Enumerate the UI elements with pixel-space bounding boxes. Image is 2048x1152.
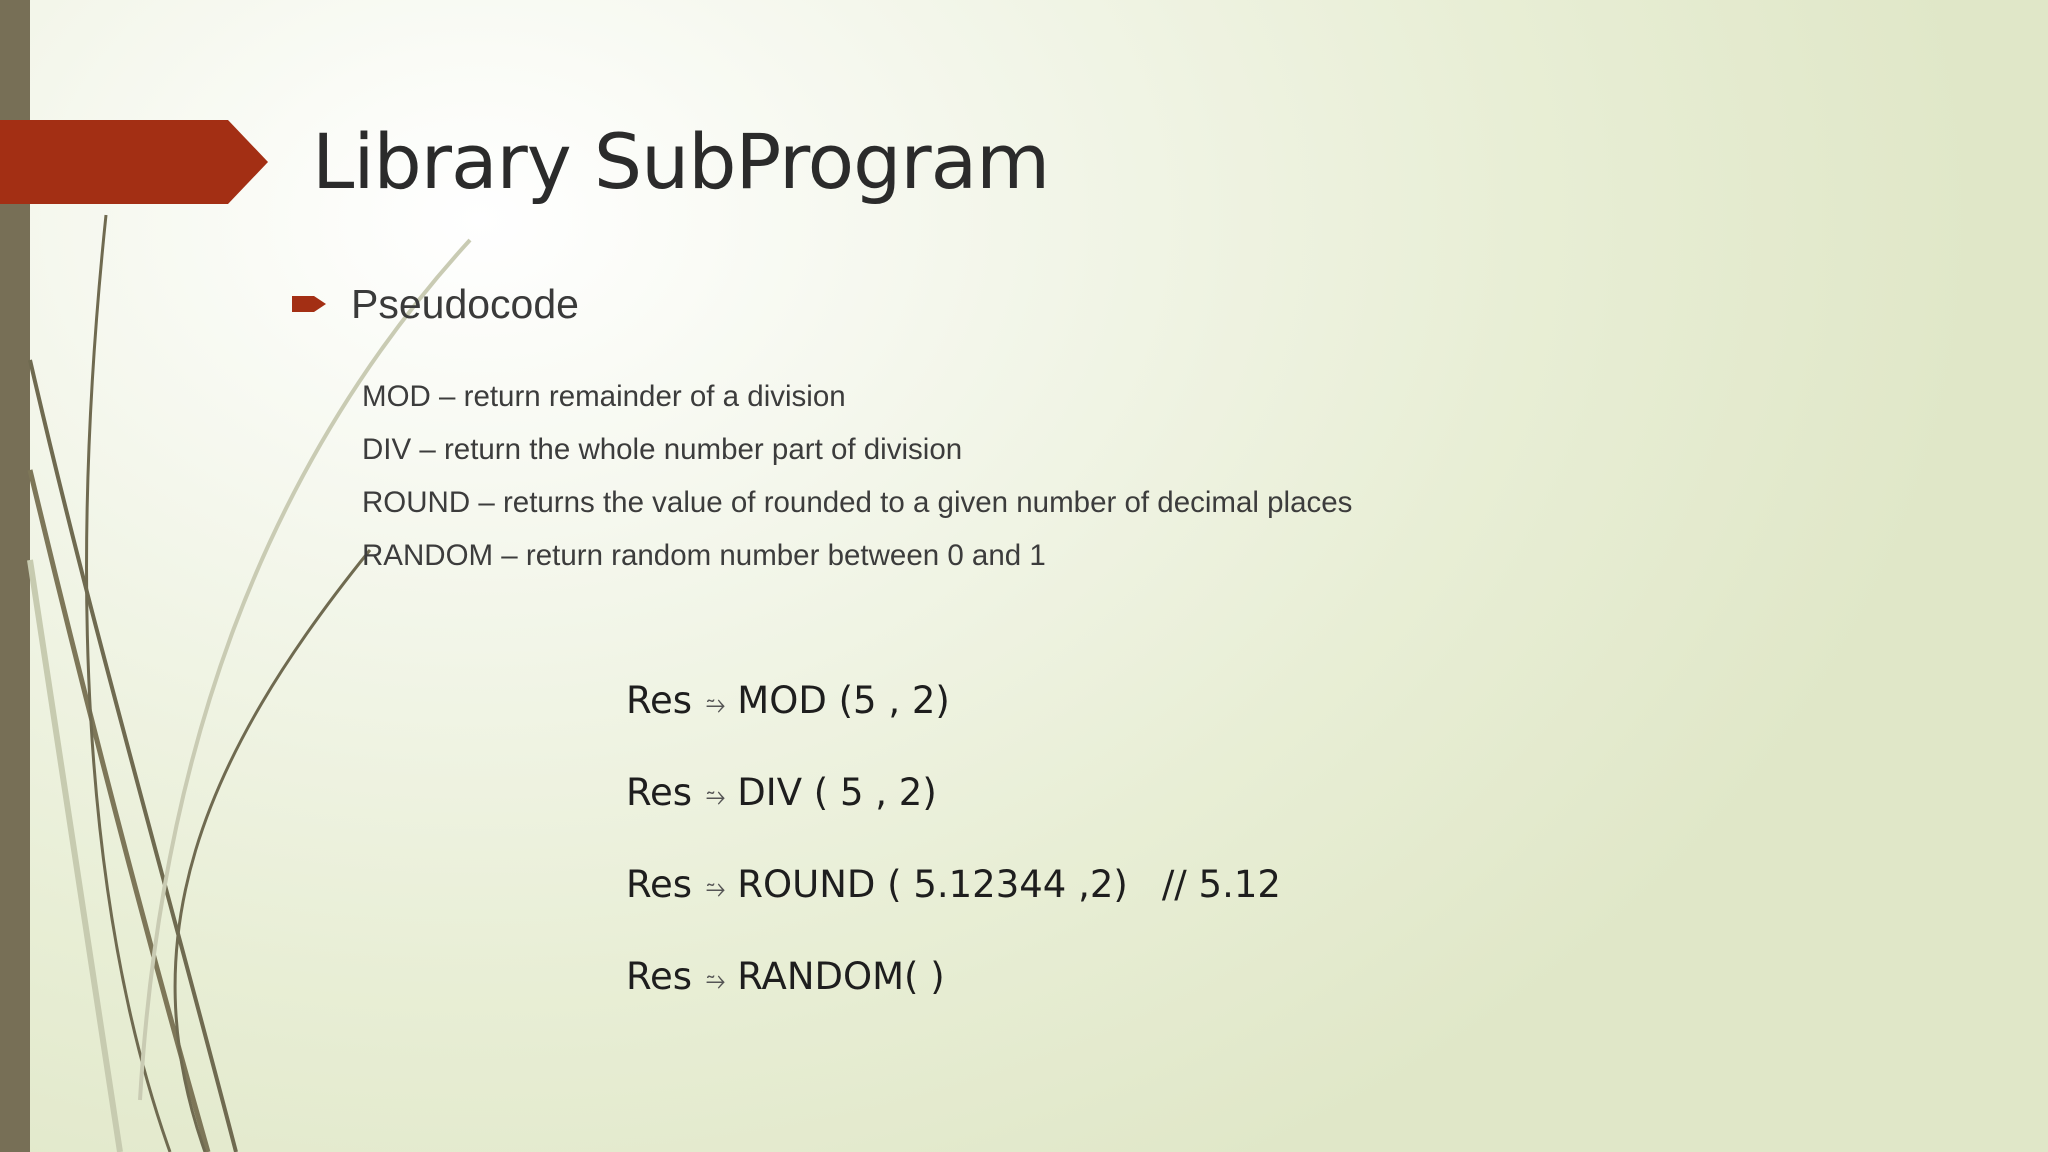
- definition-list: [362, 370, 1352, 582]
- definition-mod: MOD – return remainder of a division: [362, 380, 846, 413]
- example-comment: // 5.12: [1161, 862, 1281, 906]
- example-row-round: [626, 838, 1281, 930]
- example-expression: MOD (5 , 2): [737, 678, 950, 722]
- example-row-random: [626, 930, 1281, 1022]
- example-variable: Res: [626, 770, 693, 814]
- left-arrow-icon: ⥲: [706, 874, 726, 902]
- definition-div: DIV – return the whole number part of division: [362, 433, 963, 466]
- example-variable: Res: [626, 954, 693, 998]
- left-arrow-icon: ⥲: [706, 690, 726, 718]
- left-arrow-icon: ⥲: [706, 966, 726, 994]
- definition-round: ROUND – returns the value of rounded to a given number of decimal places: [362, 486, 1353, 519]
- pseudocode-examples: [626, 654, 1281, 1022]
- arrow-bullet-icon: [292, 293, 326, 315]
- bullet-pseudocode: [292, 276, 579, 332]
- title-arrow-banner-icon: [0, 120, 268, 204]
- example-row-div: [626, 746, 1281, 838]
- example-variable: Res: [626, 862, 693, 906]
- example-row-mod: [626, 654, 1281, 746]
- example-variable: Res: [626, 678, 693, 722]
- bullet-label: Pseudocode: [351, 280, 579, 327]
- left-arrow-icon: ⥲: [706, 782, 726, 810]
- example-expression: DIV ( 5 , 2): [737, 770, 937, 814]
- example-expression: RANDOM( ): [737, 954, 945, 998]
- definition-random: RANDOM – return random number between 0 and 1: [362, 539, 1046, 572]
- example-expression: ROUND ( 5.12344 ,2): [737, 862, 1128, 906]
- slide-title: Library SubProgram: [312, 117, 1050, 206]
